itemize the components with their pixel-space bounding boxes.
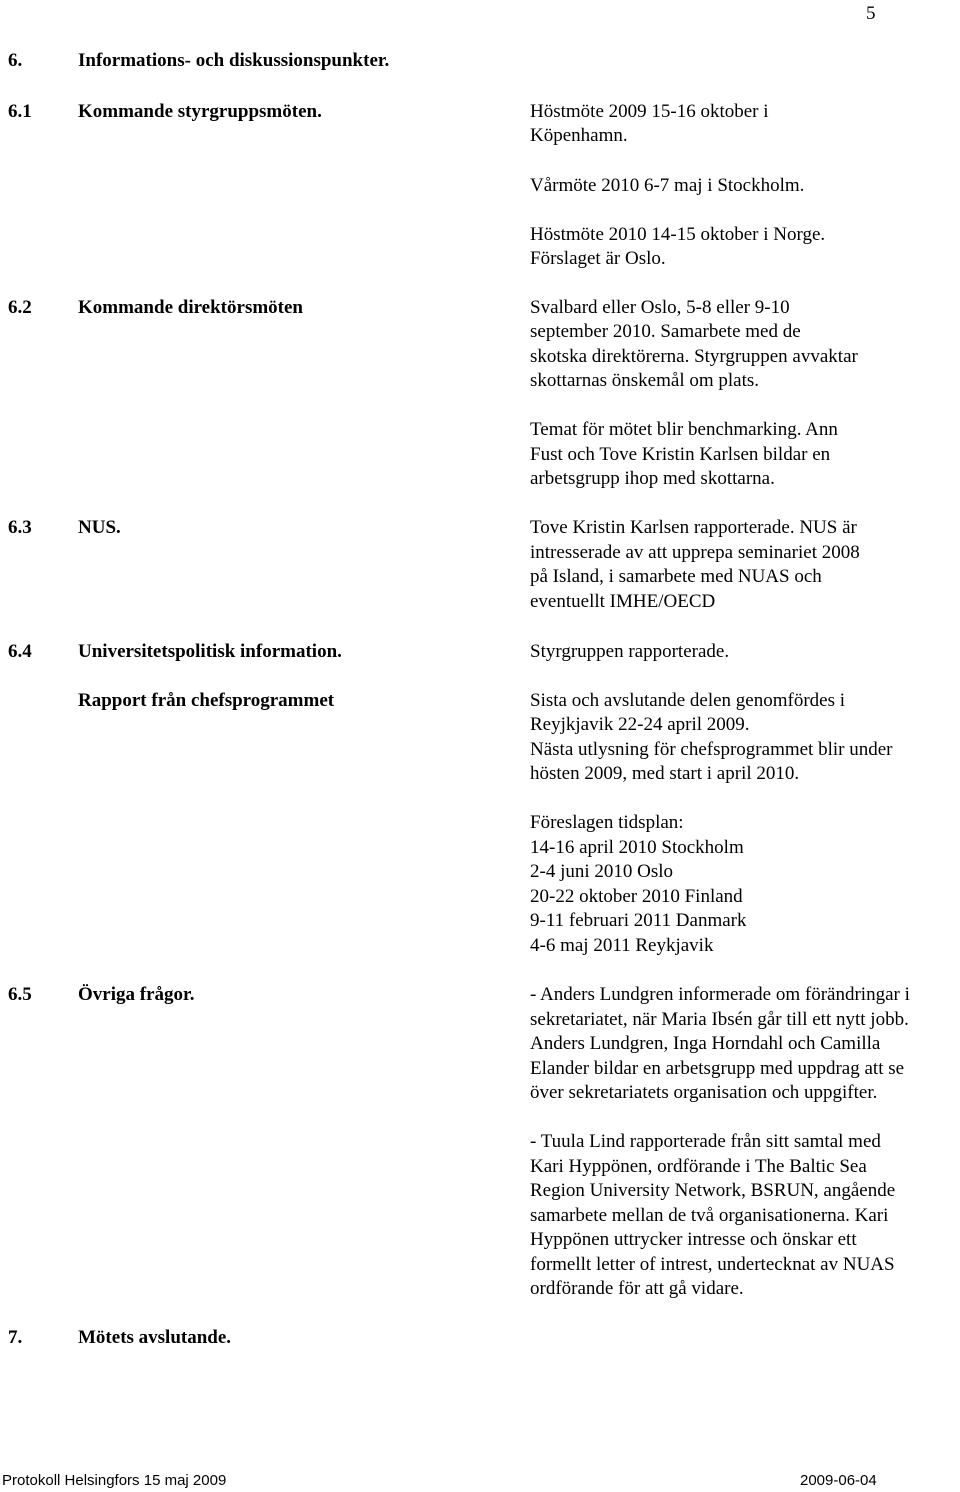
body-line: 2-4 juni 2010 Oslo	[530, 861, 674, 882]
page-number: 5	[866, 3, 876, 24]
section-number: 6.5	[8, 984, 32, 1005]
body-line: - Tuula Lind rapporterade från sitt samtal med	[530, 1131, 881, 1152]
body-line: Anders Lundgren, Inga Horndahl och Camilla	[530, 1033, 881, 1054]
body-line: Region University Network, BSRUN, angående	[530, 1180, 896, 1201]
body-line: skotska direktörerna. Styrgruppen avvaktar	[530, 346, 858, 367]
body-line: 4-6 maj 2011 Reykjavik	[530, 935, 714, 956]
body-line: sekretariatet, när Maria Ibsén går till ett nytt jobb.	[530, 1009, 909, 1030]
body-line: hösten 2009, med start i april 2010.	[530, 763, 800, 784]
body-line: eventuellt IMHE/OECD	[530, 591, 716, 612]
section-number: 6.3	[8, 517, 32, 538]
body-line: på Island, i samarbete med NUAS och	[530, 566, 822, 587]
section-heading: Mötets avslutande.	[78, 1327, 232, 1348]
body-line: Vårmöte 2010 6-7 maj i Stockholm.	[530, 175, 805, 196]
section-heading: Övriga frågor.	[78, 984, 195, 1005]
body-line: Styrgruppen rapporterade.	[530, 641, 730, 662]
section-heading: NUS.	[78, 517, 121, 538]
body-line: 9-11 februari 2011 Danmark	[530, 910, 747, 931]
body-line: Elander bildar en arbetsgrupp med uppdrag att se	[530, 1058, 905, 1079]
body-line: arbetsgrupp ihop med skottarna.	[530, 468, 775, 489]
section-heading: Kommande direktörsmöten	[78, 297, 303, 318]
section-number: 6.	[8, 50, 23, 71]
body-line: Föreslagen tidsplan:	[530, 812, 684, 833]
subsection-heading: Rapport från chefsprogrammet	[78, 690, 335, 711]
section-number: 6.2	[8, 297, 32, 318]
body-line: formellt letter of intrest, undertecknat av NUAS	[530, 1254, 895, 1275]
body-line: samarbete mellan de två organisationerna. Kari	[530, 1205, 889, 1226]
body-line: Fust och Tove Kristin Karlsen bildar en	[530, 444, 831, 465]
body-line: Temat för mötet blir benchmarking. Ann	[530, 419, 838, 440]
body-line: Förslaget är Oslo.	[530, 248, 666, 269]
body-line: Hyppönen uttrycker intresse och önskar ett	[530, 1229, 857, 1250]
footer-date: 2009-06-04	[800, 1472, 877, 1489]
section-number: 6.1	[8, 101, 32, 122]
body-line: - Anders Lundgren informerade om förändringar i	[530, 984, 910, 1005]
body-line: Höstmöte 2010 14-15 oktober i Norge.	[530, 224, 826, 245]
section-heading: Informations- och diskussionspunkter.	[78, 50, 390, 71]
section-heading: Universitetspolitisk information.	[78, 641, 342, 662]
section-number: 7.	[8, 1327, 23, 1348]
body-line: intresserade av att upprepa seminariet 2008	[530, 542, 860, 563]
body-line: Kari Hyppönen, ordförande i The Baltic Sea	[530, 1156, 867, 1177]
body-line: ordförande för att gå vidare.	[530, 1278, 744, 1299]
body-line: Höstmöte 2009 15-16 oktober i	[530, 101, 769, 122]
body-line: skottarnas önskemål om plats.	[530, 370, 760, 391]
section-heading: Kommande styrgruppsmöten.	[78, 101, 322, 122]
body-line: 20-22 oktober 2010 Finland	[530, 886, 743, 907]
footer-document-title: Protokoll Helsingfors 15 maj 2009	[2, 1472, 227, 1489]
body-line: Nästa utlysning för chefsprogrammet blir under	[530, 739, 893, 760]
body-line: Svalbard eller Oslo, 5-8 eller 9-10	[530, 297, 790, 318]
section-number: 6.4	[8, 641, 32, 662]
body-line: Tove Kristin Karlsen rapporterade. NUS är	[530, 517, 857, 538]
body-line: över sekretariatets organisation och uppgifter.	[530, 1082, 878, 1103]
body-line: september 2010. Samarbete med de	[530, 321, 801, 342]
body-line: 14-16 april 2010 Stockholm	[530, 837, 744, 858]
body-line: Sista och avslutande delen genomfördes i	[530, 690, 846, 711]
body-line: Reyjkjavik 22-24 april 2009.	[530, 714, 750, 735]
body-line: Köpenhamn.	[530, 125, 628, 146]
